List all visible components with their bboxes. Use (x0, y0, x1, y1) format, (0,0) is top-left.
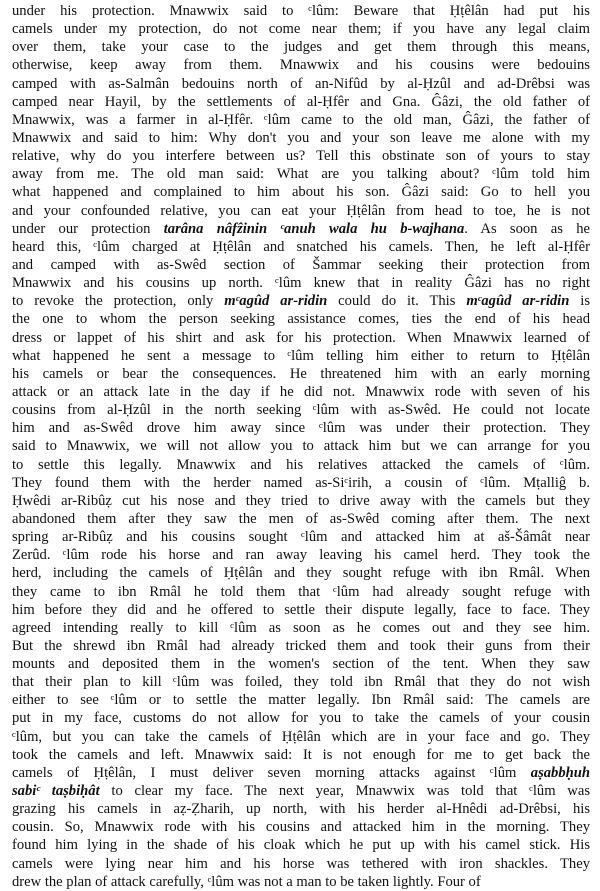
text-segment: and camped with as-Swêd section of Šammar seeking their protection from (12, 256, 590, 273)
text-segment: camels under my protection, do not come near them; if you have any legal claim (12, 21, 590, 38)
text-segment: relative, why do you interfere between us? Tell this obstinate son of yours to stay (12, 148, 590, 165)
text-segment: either to see ᶜlûm or to settle the matter legally. Ibn Rmâl said: The camels are (12, 692, 590, 709)
text-line (12, 165, 590, 183)
text-segment: cousin. So, Mnawwix rode with his cousins and attacked him in the morning. They (12, 819, 590, 836)
text-line (12, 383, 590, 401)
text-segment: camels were lying near him and his horse was tethered with iron shackles. They (12, 855, 590, 872)
text-segment: camels of Ḥṭêlân, I must deliver seven morning attacks against ᶜlûm (12, 764, 531, 781)
text-segment: what happened he sent a message to ᶜlûm telling him either to return to Ḥṭêlân (12, 347, 590, 364)
text-segment: camped with as-Salmân bedouins north of an-Nifûd by al-Ḥzûl and ad-Drêbsi was (12, 75, 590, 92)
text-line (12, 691, 590, 709)
text-line (12, 764, 590, 782)
text-line (12, 93, 590, 111)
text-line (12, 728, 590, 746)
text-line (12, 619, 590, 637)
text-segment: could do it. This (327, 293, 467, 310)
text-segment: found him lying in the shade of his cloak which he put up with his camel stick. His (12, 837, 590, 854)
text-line (12, 75, 590, 93)
text-segment: They found them with the herder named as-Siᶜirih, a cousin of ᶜlûm. Mṭalliĝ b. (12, 474, 590, 491)
text-line (12, 546, 590, 564)
transliterated-phrase: sabiᶜ taṣbiḥât (12, 783, 100, 800)
text-line (12, 474, 590, 492)
text-line (12, 437, 590, 455)
text-segment: Mnawwix and said to him: Why don't you and your son leave me alone with my (12, 129, 590, 146)
text-line (12, 709, 590, 727)
text-segment: his camels or bear the consequences. He threatened him with an early morning (12, 365, 590, 382)
text-line (12, 855, 590, 873)
transliterated-phrase: aṣabbḥuh (530, 764, 590, 781)
text-line (12, 637, 590, 655)
text-segment: him before they did and he offered to settle their dispute legally, face to face. They (12, 601, 590, 618)
text-segment: what happened and complained to him about his son. Ĝâzi said: Go to hell you (12, 184, 590, 201)
text-segment: over them, take your case to the judges and get them through this means, (12, 39, 590, 56)
text-line (12, 111, 590, 129)
text-line (12, 256, 590, 274)
text-line (12, 528, 590, 546)
text-segment: abandoned them after they saw the men of as-Swêd coming after them. The next (12, 510, 590, 527)
text-line (12, 782, 590, 800)
text-segment: and your confounded relative, you can eat your Ḥṭêlân from head to toe, he is not (12, 202, 590, 219)
transliterated-phrase: mᶜagûd ar-ridin (224, 293, 328, 310)
text-segment: grazing his camels in aẓ-Ẓharih, up north, with his herder al-Hnêdi ad-Drêbsi, his (12, 801, 590, 818)
text-segment: under our protection (12, 220, 164, 237)
text-segment: drew the plan of attack carefully, ᶜlûm was not a man to be taken lightly. Four of (12, 873, 481, 890)
text-line (12, 800, 590, 818)
transliterated-phrase: mᶜagûd ar-ridin (466, 293, 570, 310)
text-segment: the one to whom the person seeking assistance comes, ties the end of his head (12, 311, 590, 328)
text-segment: . As soon as he (464, 220, 590, 237)
text-segment: ᶜlûm, but you can take the camels of Ḥṭêlân which are in your face and go. They (12, 728, 590, 745)
text-segment: attack or an attack late in the day if he did not. Mnawwix rode with seven of his (12, 383, 590, 400)
text-segment: herd, including the camels of Ḥṭêlân and they sought refuge with ibn Rmâl. When (12, 565, 590, 582)
text-line (12, 274, 590, 292)
text-line (12, 202, 590, 220)
text-line (12, 836, 590, 854)
text-segment: agreed intending really to kill ᶜlûm as soon as he comes out and they see him. (12, 619, 590, 636)
text-line (12, 310, 590, 328)
text-segment: camped near Hayil, by the settlements of al-Ḥfêr and Gna. Ĝâzi, the old father of (12, 93, 590, 110)
text-line (12, 238, 590, 256)
text-segment: him and as-Swêd drove him away since ᶜlûm was under their protection. They (12, 420, 590, 437)
text-segment: Zerûd. ᶜlûm rode his horse and ran away leaving his camel herd. They took the (12, 547, 590, 564)
text-line (12, 183, 590, 201)
text-line (12, 746, 590, 764)
text-segment: Ḥwêdi ar-Ribûẓ cut his nose and they tried to drive away with the camels but they (12, 492, 590, 509)
text-line (12, 220, 590, 238)
text-line (12, 147, 590, 165)
text-line (12, 56, 590, 74)
text-line (12, 365, 590, 383)
text-line (12, 329, 590, 347)
text-segment: put in my face, customs do not allow for you to take the camels of your cousin (12, 710, 590, 727)
text-segment: away from me. The old man said: What are you talking about? ᶜlûm told him (12, 166, 590, 183)
text-line (12, 655, 590, 673)
text-line (12, 129, 590, 147)
text-line (12, 20, 590, 38)
transliterated-phrase: tarâna nâfẑinin ᶜanuh wala hu b-wajhana (163, 220, 465, 237)
text-line (12, 456, 590, 474)
text-segment: heard this, ᶜlûm charged at Ḥṭêlân and snatched his camels. Then, he left al-Ḥfêr (12, 238, 590, 255)
text-segment: said to Mnawwix, we will not allow you to attack him but we can arrange for you (12, 438, 590, 455)
text-line (12, 492, 590, 510)
text-segment: spring ar-Ribûẓ and his cousins sought ᶜlûm and attacked him at aš-Šâmât near (12, 529, 590, 546)
text-segment: they came to ibn Rmâl he told them that ᶜlûm had already sought refuge with (12, 583, 590, 600)
text-line (12, 2, 590, 20)
text-segment: took the camels and left. Mnawwix said: It is not enough for me to get back the (12, 746, 590, 763)
text-segment: under his protection. Mnawwix said to ᶜlûm: Beware that Ḥṭêlân had put his (12, 3, 590, 19)
text-line (12, 583, 590, 601)
text-line (12, 564, 590, 582)
text-segment: dress or lappet of his shirt and ask for his protection. When Mnawwix learned of (12, 329, 590, 346)
narrative-passage (12, 2, 590, 891)
text-segment: to settle this legally. Mnawwix and his relatives attacked the camels of ᶜlûm. (12, 456, 590, 473)
text-segment: mounts and deposited them in the women's section of the tent. When they saw (12, 656, 590, 673)
text-line (12, 401, 590, 419)
text-segment: cousins from al-Ḥzûl in the north seeking ᶜlûm with as-Swêd. He could not locate (12, 402, 590, 419)
text-segment: to clear my face. The next year, Mnawwix was told that ᶜlûm was (99, 783, 590, 800)
text-line (12, 601, 590, 619)
text-line (12, 873, 590, 891)
text-segment: otherwise, keep away from them. Mnawwix and his cousins were bedouins (12, 57, 590, 74)
text-segment: Mnawwix, was a farmer in al-Ḥfêr. ᶜlûm came to the old man, Ĝâzi, the father of (12, 111, 590, 128)
text-segment: Mnawwix and his cousins up north. ᶜlûm knew that in reality Ĝâzi has no right (12, 275, 590, 292)
text-line (12, 673, 590, 691)
text-line (12, 347, 590, 365)
text-line (12, 818, 590, 836)
text-line (12, 510, 590, 528)
text-segment: that their plan to kill ᶜlûm was foiled, they told ibn Rmâl that they do not wish (12, 674, 590, 691)
text-line (12, 38, 590, 56)
text-line (12, 419, 590, 437)
text-line (12, 292, 590, 310)
text-segment: is (569, 293, 590, 310)
text-segment: to revoke the protection, only (12, 293, 225, 310)
text-segment: But the shrewd ibn Rmâl had already tricked them and took their guns from their (12, 637, 590, 654)
